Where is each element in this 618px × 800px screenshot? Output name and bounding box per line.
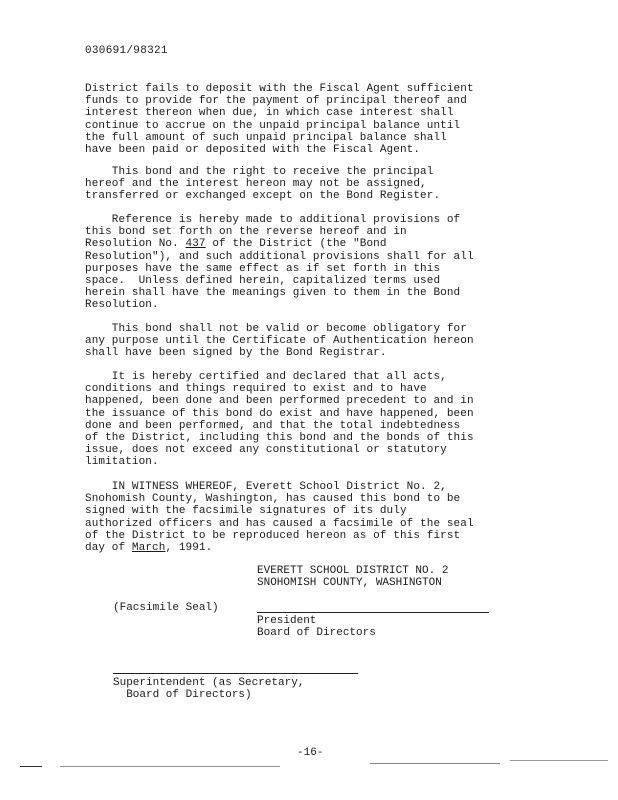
county-name: SNOHOMISH COUNTY, WASHINGTON — [257, 577, 442, 589]
text-line: conditions and things required to exist and to have — [85, 383, 427, 396]
date-month: March — [131, 542, 166, 555]
document-id: 030691/98321 — [85, 45, 168, 57]
text-line: done and been performed, and that the total indebtedness — [85, 419, 461, 432]
text-line: happened, been done and been performed precedent to and in — [85, 395, 474, 408]
text-line: authorized officers and has caused a facsimile of the seal — [85, 517, 474, 530]
facsimile-seal-label: (Facsimile Seal) — [113, 602, 219, 614]
text-line: transferred or exchanged except on the Bond Register. — [85, 190, 441, 203]
text-line: District fails to deposit with the Fiscal Agent sufficient — [85, 83, 474, 95]
text-line: the issuance of this bond do exist and have happened, been — [85, 407, 474, 420]
text-line: Resolution. — [85, 299, 159, 312]
text-line: Snohomish County, Washington, has caused this bond to be — [85, 493, 461, 506]
paragraph-reference — [85, 214, 505, 312]
superintendent-title: Superintendent (as Secretary, — [113, 677, 305, 689]
text-line: of the District, including this bond and the bonds of this — [85, 432, 474, 445]
text-line: of the District to be reproduced hereon as of this first — [85, 529, 461, 542]
scan-artifact — [60, 766, 280, 767]
superintendent-board: Board of Directors) — [113, 689, 252, 701]
paragraph-certification — [85, 371, 505, 469]
president-title: President — [257, 615, 317, 627]
district-name: EVERETT SCHOOL DISTRICT NO. 2 — [257, 565, 449, 577]
page-number: -16- — [297, 747, 324, 759]
text-line: any purpose until the Certificate of Authentication hereon — [85, 335, 474, 348]
text-line: interest thereon when due, in which case interest shall — [85, 107, 454, 120]
text-line: limitation. — [85, 456, 159, 469]
text-line: the full amount of such unpaid principal balance shall — [85, 131, 447, 144]
text-line: This bond and the right to receive the principal — [85, 166, 434, 178]
text-line: It is hereby certified and declared that all acts, — [85, 371, 447, 383]
date-suffix: , 1991. — [165, 542, 213, 555]
text-line: signed with the facsimile signatures of its duly — [85, 505, 407, 518]
text-line: herein shall have the meanings given to them in the Bond — [85, 287, 461, 300]
scan-artifact — [20, 766, 42, 767]
text-line — [85, 542, 505, 554]
text-line: shall have been signed by the Bond Registrar. — [85, 347, 387, 360]
text-line: hereof and the interest hereon may not be assigned, — [85, 178, 427, 191]
president-signature-line — [257, 612, 489, 613]
text-line: funds to provide for the payment of principal thereof and — [85, 95, 467, 108]
text-line: this bond set forth on the reverse hereof and in — [85, 226, 407, 239]
text-line: Reference is hereby made to additional provisions of — [85, 214, 461, 226]
date-prefix: day of — [85, 542, 132, 555]
superintendent-signature-line — [113, 673, 358, 674]
scan-artifact — [510, 760, 608, 761]
paragraph-deposit — [85, 83, 505, 156]
paragraph-witness — [85, 481, 505, 554]
text-line: space. Unless defined herein, capitalized terms used — [85, 275, 441, 288]
text-line: have been paid or deposited with the Fiscal Agent. — [85, 144, 421, 157]
text-line: Resolution"), and such additional provisions shall for all — [85, 250, 474, 263]
text-line: purposes have the same effect as if set forth in this — [85, 262, 441, 275]
text-line: IN WITNESS WHEREOF, Everett School District No. 2, — [85, 481, 447, 493]
paragraph-assignment — [85, 166, 505, 203]
text-line: continue to accrue on the unpaid principal balance until — [85, 119, 461, 132]
resolution-suffix: of the District (the "Bond — [205, 238, 387, 251]
scan-artifact — [370, 763, 500, 764]
text-line — [85, 238, 505, 250]
text-line: issue, does not exceed any constitutional or statutory — [85, 444, 447, 457]
president-board: Board of Directors — [257, 627, 376, 639]
resolution-number: 437 — [185, 238, 206, 251]
resolution-prefix: Resolution No. — [85, 238, 186, 251]
paragraph-validity — [85, 323, 505, 360]
text-line: This bond shall not be valid or become obligatory for — [85, 323, 467, 335]
